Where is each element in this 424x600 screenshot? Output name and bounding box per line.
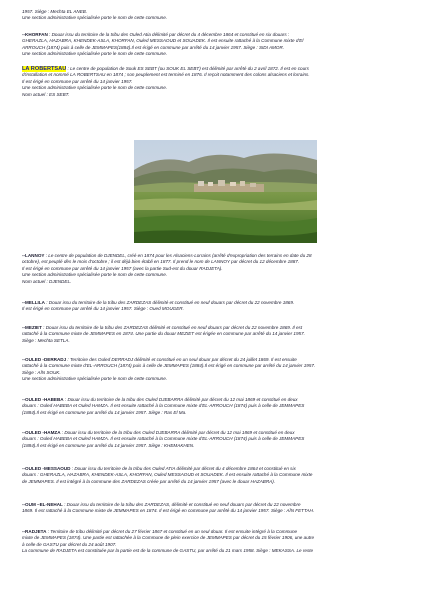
text-line: Nom actuel : DJENDEL. [22, 278, 72, 284]
text-line: mixte de JEMMAPES (1874). Une partie est rattachée à la Commune de plein exercice de JEMMAPES par décret du 15 février 1906, une autre [22, 535, 315, 541]
entry-title: --KHORFAN [22, 32, 48, 37]
text-line: douars : GHERAZLA, HAZABRA, KHENDEK-ASLA, KHORFAN, Ouled MESSAOUD et SOUADEK. Il est ensuite rattaché à la Commune mixte [22, 472, 313, 478]
entry-title: --OULED -HABEBA [22, 397, 64, 402]
text-line: : Douar issu du territoire de la tribu des ZARDEZAS délimité et constitué en neuf douars par décret du 22 novembre 1869. Il est [41, 325, 303, 330]
text-line: 1869. Il est rattaché à la Commune mixte de JEMMAPES en 1874. Il est érigé en commune par arrêté du 14 janvier 1957. Siège : AÏN FETTAH. [22, 508, 315, 514]
entry-meziet [22, 325, 408, 344]
text-line: : Douar issu du territoire de la tribu des Ouled ATIA délimité par décret du 4 décembre 1864 et constitué en six [70, 466, 296, 471]
text-line: : Le centre de population de Souk ES SEBT (ou SOUK EL SEBT) est délimité par arrêté du 2 avril 1872. Il est en cours [66, 66, 309, 71]
entry-title: --LANNOY [22, 253, 45, 258]
text-line: : Douar issu du territoire de la tribu des Ouled Atia délimité par décret du 4 décembre 1864 et constitué en six douars : [47, 32, 290, 37]
text-line: : Territoire des Ouled DERRADJ délimité et constitué en un seul douar par décret du 24 juillet 1869. Il est ensuite [66, 357, 297, 362]
text-line: (1884).Il est érigé en commune par arrêté du 14 janvier 1957. Siège : KHEMAKHEN. [22, 442, 195, 448]
entry-title: --MEZIET [22, 325, 42, 330]
text-line: Il est érigé en commune par arrêté du 14 janvier 1957 (avec la partie Sud-est du douar RADJETA). [22, 265, 223, 271]
entry-la-robertsau [22, 66, 408, 98]
entry-title: --OULED -MESSAOUD [22, 466, 71, 471]
text-line: Une section administrative spécialisée porte le nom de cette commune. [22, 376, 168, 382]
entry-title: --RADJETA [22, 529, 47, 534]
entry-ouled-messaoud [22, 466, 408, 485]
entry-mellila [22, 300, 408, 313]
text-line: de JEMMAPES. Il est intégré à la commune des ZARDEZAS créée par arrêté du 14 janvier 1957 (avec le douar HAZABRA). [22, 478, 276, 484]
entry-ouled-hamza [22, 430, 408, 449]
entry-title: --OULED -DERRADJ [22, 357, 67, 362]
text-line: douars : Ouled HABEBA et Ouled HAMZA. Il est ensuite rattaché à la Commune mixte d'EL-ARROUCH (1874) puis à celle de JEMMAPES [22, 436, 305, 442]
text-line: rattaché à la Commune mixte de JEMMAPES en 1874. Une partie du douar MEZIET est érigée en commune par arrêté du 14 janvier 1957. [22, 331, 305, 337]
text-line: Une section administrative spécialisée porte le nom de cette commune. [22, 51, 168, 57]
text-line: octobre), est peuplé dès le mois d'octobre ; il est déjà bien établi en 1877. Il prend le nom de LANNOY par décret du 12 décembre 1887. [22, 259, 300, 265]
text-line: Il est érigé en commune par arrêté du 14 janvier 1957. Siège : Oued MOUGER. [22, 306, 184, 312]
text-line: La commune de RADJETA est constituée par la partie est de la commune de GASTU, par arrêté du 21 mars 1958. Siège : MEKASSA. Le reste [22, 548, 314, 554]
entry-intro [22, 9, 408, 22]
text-line: ARROUCH (1874) puis à celle de JEMMAPES(1884).Il est érigé en commune par arrêté du 14 janvier 1957. Siège : SIDI AMOR. [22, 44, 285, 50]
entry-title: --OUM –EL-NEHAL [22, 502, 63, 507]
entry-title: --MELLILA [22, 300, 45, 305]
text-line: rattaché à la Commune mixte d'EL-ARROUCH (1874) puis à celle de JEMMAPES (1884).Il est érigé en commune par arrêté du 14 janvier 1957. [22, 363, 316, 369]
entry-oum-el-nehal [22, 502, 408, 515]
entry-radjeta [22, 529, 408, 555]
text-line: d'installation et nommé LA ROBERTSAU en 1874 ; son peuplement est terminé en 1876. Il reçoit notamment des colons alsaciens et lorrains. [22, 72, 310, 78]
landscape-photo [134, 140, 317, 243]
text-line: Une section administrative spécialisée porte le nom de cette commune. [22, 15, 168, 21]
text-line: Nom actuel : ES SEBT. [22, 91, 70, 97]
text-line: Il est érigé en commune par arrêté du 14 janvier 1957. [22, 78, 133, 84]
text-line: : Douar issu du territoire de la tribu des Ouled DJEBARRA délimité par décret du 12 mai 1869 et constitué en deux [63, 397, 298, 402]
landscape-photo-image [134, 140, 317, 243]
text-line: douars : Ouled HABEBA et Ouled HAMZA. Il est ensuite rattaché à la Commune mixte d'EL-ARROUCH (1874) puis à celle de JEMMAPES [22, 403, 305, 409]
text-line: GHERAZLA, HAZABRA, KHENDEK-ASLA, KHORFAN, Ouled MESSAOUD et SOUADEK. Il est ensuite rattaché à la Commune mixte d'El [22, 38, 304, 44]
text-line: à celle de GASTU par décret du 24 août 1907. [22, 541, 117, 547]
text-line: : Douar issu du territoire de la tribu des ZARDEZAS délimité et constitué en neuf douars par décret du 22 novembre 1869. [44, 300, 295, 305]
entry-title: --OULED -HAMZA [22, 430, 61, 435]
text-line: : Territoire de tribu délimité par décret du 27 février 1867 et constitué en un seul douar. Il est ensuite intégré à la Commune [46, 529, 298, 534]
entry-title-highlighted: LA ROBERTSAU [22, 66, 67, 72]
text-line: 1957. Siège : Mechta EL ANEB. [22, 9, 88, 14]
entry-ouled-derradj [22, 357, 408, 383]
text-line: : Le centre de population de DJENDEL, créé en 1874 pour les Alsaciens-Lorrains (arrêté d'expropriation des terrains en date du 28 [44, 253, 312, 258]
entry-lannoy [22, 253, 408, 285]
entry-khorfan [22, 32, 408, 58]
text-line: : Douar issu du territoire de la tribu des Ouled DJEBARRA délimité par décret du 12 mai 1869 et constitué en deux [60, 430, 295, 435]
text-line: Siège : AÏN SOUK. [22, 369, 61, 375]
text-line: Une section administrative spécialisée porte le nom de cette commune. [22, 272, 168, 278]
text-line: (1884).Il est érigé en commune par arrêté du 14 janvier 1957. Siège : Ras El Ma. [22, 409, 187, 415]
text-line: Une section administrative spécialisée porte le nom de cette commune. [22, 85, 168, 91]
text-line: Siège : Mechta SETLA. [22, 337, 70, 343]
text-line: : Douar issu du territoire de la tribu des ZARDEZAS, délimité et constitué en neuf douars par décret du 22 novembre [62, 502, 301, 507]
entry-ouled-habeba [22, 397, 408, 416]
